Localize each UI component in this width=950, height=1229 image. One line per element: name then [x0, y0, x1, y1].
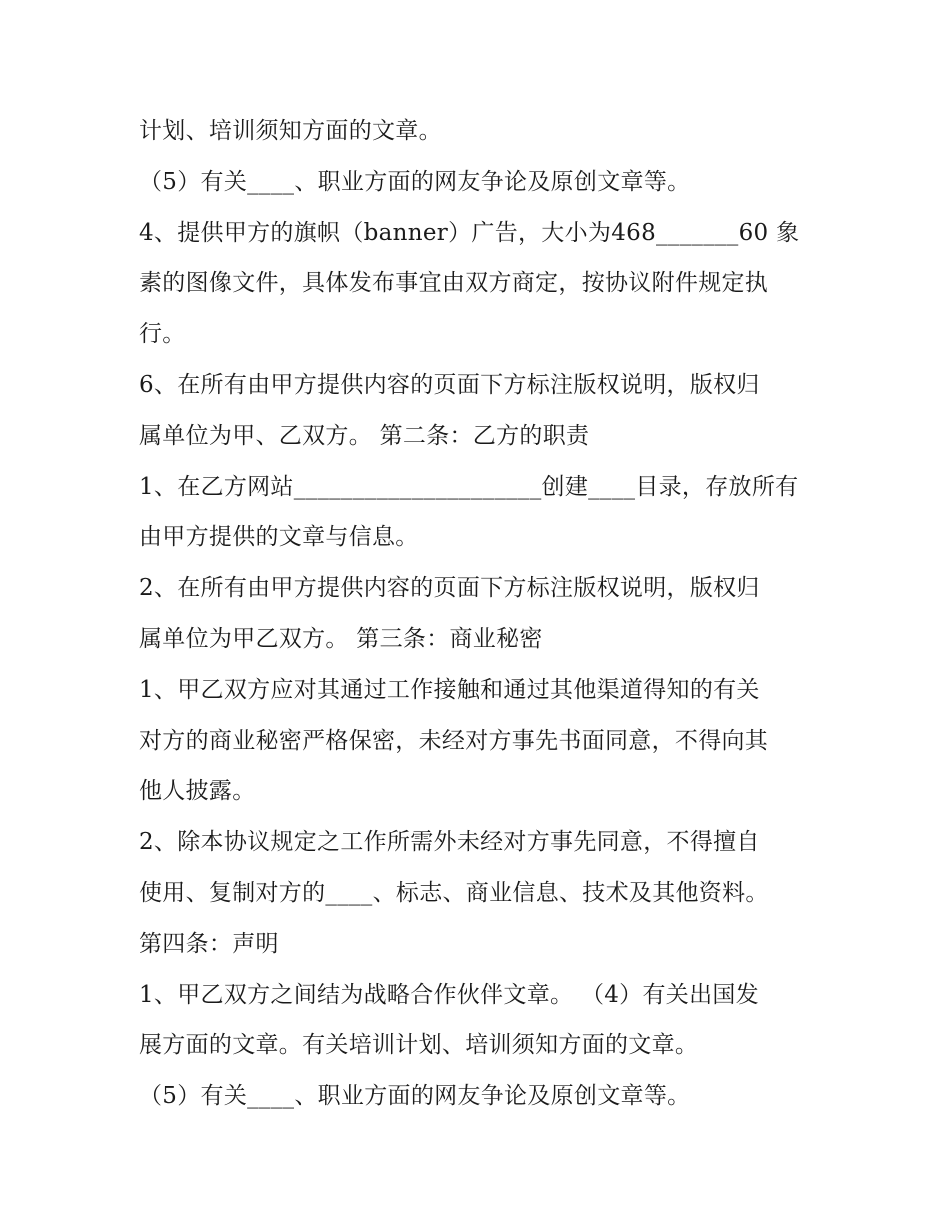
text-line: 6、在所有由甲方提供内容的页面下方标注版权说明，版权归 — [139, 371, 760, 398]
text-line: 4、提供甲方的旗帜（banner）广告，大小为468_______60 象 — [139, 219, 800, 246]
text-line: 展方面的文章。有关培训计划、培训须知方面的文章。 — [139, 1032, 699, 1059]
text-line: 2、在所有由甲方提供内容的页面下方标注版权说明，版权归 — [139, 575, 760, 602]
text-line: 1、甲乙双方之间结为战略合作伙伴文章。 （4）有关出国发 — [139, 981, 759, 1008]
document-page — [139, 106, 829, 1122]
text-line: （5）有关____、职业方面的网友争论及原创文章等。 — [139, 168, 691, 195]
text-line: 对方的商业秘密严格保密，未经对方事先书面同意，不得向其 — [139, 727, 769, 754]
text-line: 属单位为甲乙双方。 第三条：商业秘密 — [139, 625, 543, 652]
text-line: 2、除本协议规定之工作所需外未经对方事先同意，不得擅自 — [139, 829, 760, 856]
text-line: 属单位为甲、乙双方。 第二条：乙方的职责 — [139, 422, 590, 449]
text-line: 他人披露。 — [139, 778, 256, 805]
text-line: （5）有关____、职业方面的网友争论及原创文章等。 — [139, 1083, 691, 1110]
text-line: 素的图像文件，具体发布事宜由双方商定，按协议附件规定执 — [139, 270, 769, 297]
text-line: 由甲方提供的文章与信息。 — [139, 524, 419, 551]
text-line: 行。 — [139, 321, 186, 348]
text-line: 计划、培训须知方面的文章。 — [139, 118, 442, 144]
text-line: 1、在乙方网站_____________________创建____目录，存放所有 — [139, 473, 799, 500]
text-line: 使用、复制对方的____、标志、商业信息、技术及其他资料。 — [139, 879, 769, 906]
text-line: 1、甲乙双方应对其通过工作接触和通过其他渠道得知的有关 — [139, 676, 760, 703]
section-heading: 第四条：声明 — [139, 930, 279, 957]
